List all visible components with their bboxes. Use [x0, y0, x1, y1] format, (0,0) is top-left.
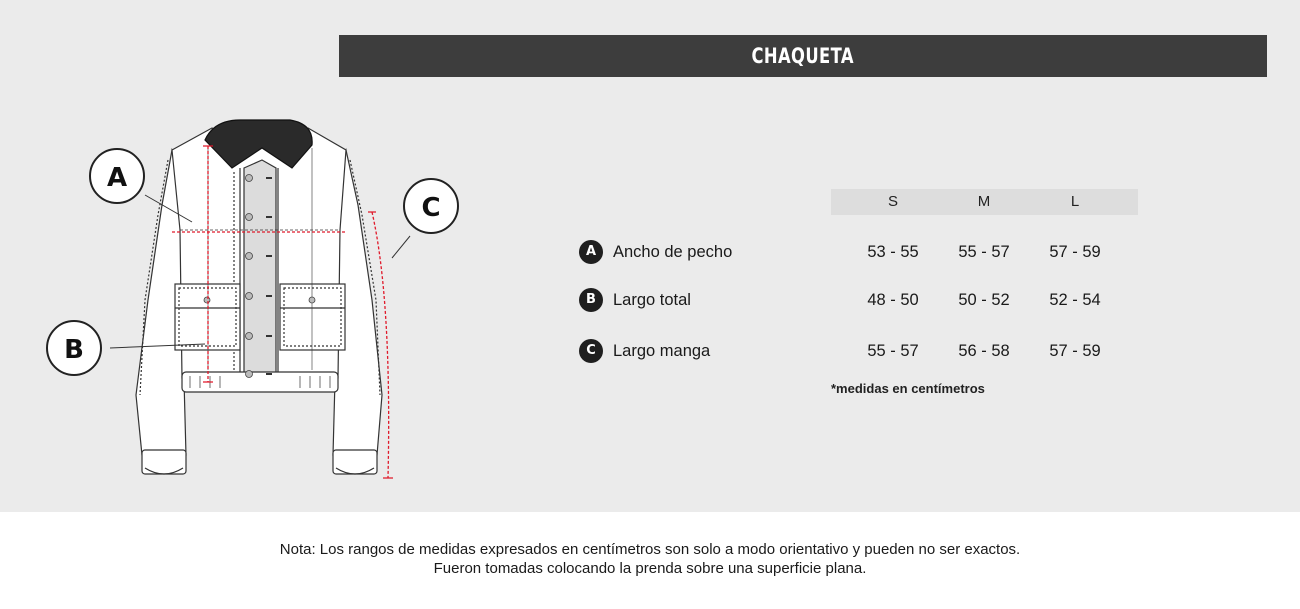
row-badge-c: C [579, 339, 603, 363]
row-label-chest: Ancho de pecho [613, 243, 733, 261]
row-label-sleeve: Largo manga [613, 342, 711, 360]
right-pocket [280, 284, 345, 350]
units-note: *medidas en centímetros [831, 381, 985, 396]
title-bar [339, 35, 1267, 77]
footnote-line-1: Nota: Los rangos de medidas expresados en centímetros son solo a modo orientativo y pueden no ser exactos. [279, 541, 1021, 558]
cell-sleeve-l: 57 - 59 [1049, 342, 1101, 360]
cell-length-s: 48 - 50 [867, 291, 919, 309]
cell-chest-m: 55 - 57 [958, 243, 1010, 261]
footnote-line-2: Fueron tomadas colocando la prenda sobre una superficie plana. [433, 560, 867, 577]
row-badge-a: A [579, 240, 603, 264]
row-label-length: Largo total [613, 291, 691, 309]
size-header-m: M [977, 193, 991, 210]
page-title: CHAQUETA [751, 44, 855, 68]
label-b: B [64, 335, 84, 365]
size-header-s: S [887, 193, 898, 210]
row-badge-b: B [579, 288, 603, 312]
label-a: A [106, 163, 128, 193]
size-header-l: L [1070, 193, 1080, 210]
footnote [0, 540, 1300, 578]
cell-length-m: 50 - 52 [958, 291, 1010, 309]
cell-sleeve-s: 55 - 57 [867, 342, 919, 360]
jacket-diagram [40, 110, 480, 490]
label-c: C [421, 193, 441, 223]
cell-chest-s: 53 - 55 [867, 243, 919, 261]
cell-sleeve-m: 56 - 58 [958, 342, 1010, 360]
cell-length-l: 52 - 54 [1049, 291, 1101, 309]
cell-chest-l: 57 - 59 [1049, 243, 1101, 261]
